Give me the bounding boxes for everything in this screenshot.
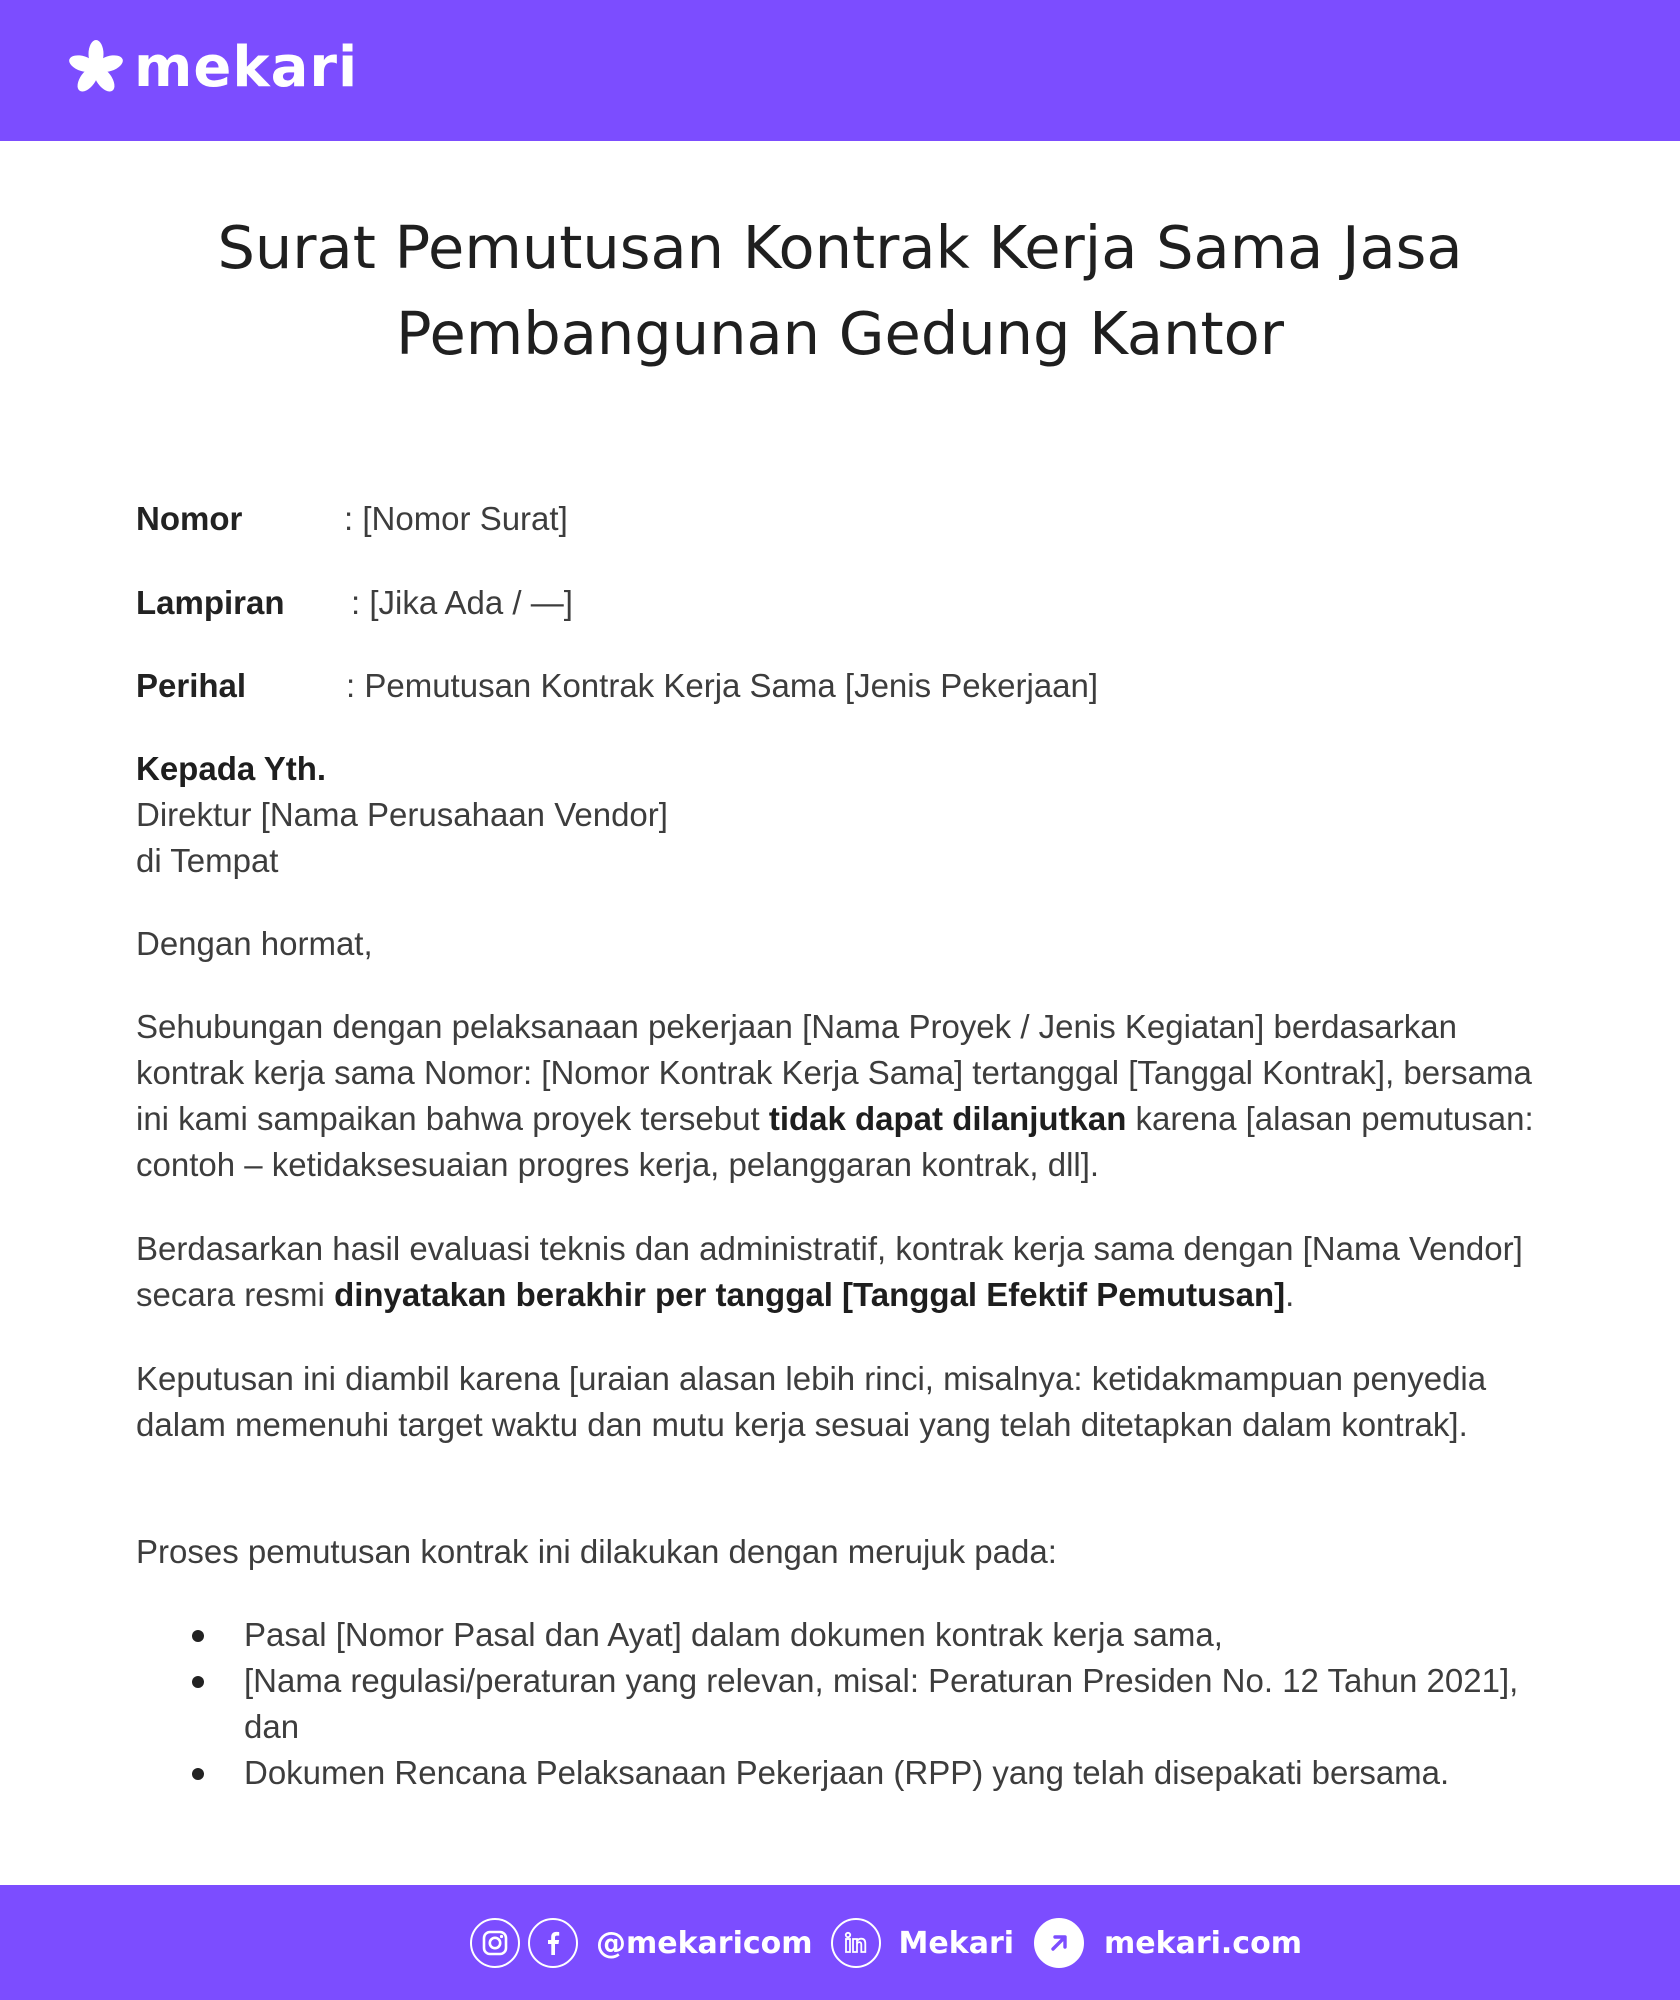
footer-bar: [0, 1885, 1680, 2000]
meta-value: : [Jika Ada / —]: [351, 584, 573, 621]
list-item-text: Dokumen Rencana Pelaksanaan Pekerjaan (RPP) yang telah disepakati bersama.: [244, 1754, 1450, 1791]
paragraph-2: [136, 1226, 1556, 1318]
list-item: [136, 1658, 1556, 1750]
paragraph-1-text-end: karena [alasan pemutusan: contoh – ketidaksesuaian progres kerja, pelanggaran kontrak, dll].: [136, 1100, 1534, 1183]
instagram-icon[interactable]: [470, 1918, 520, 1968]
recipient-line-2: di Tempat: [136, 842, 279, 879]
meta-label: Lampiran: [136, 584, 285, 621]
paragraph-2-text-end: .: [1285, 1276, 1295, 1313]
list-item-text: [Nama regulasi/peraturan yang relevan, misal: Peraturan Presiden No. 12 Tahun 2021], dan: [244, 1662, 1519, 1745]
social-handle[interactable]: @mekaricom: [596, 1925, 813, 1961]
paragraph-2-bold: dinyatakan berakhir per tanggal [Tanggal Efektif Pemutusan]: [334, 1276, 1286, 1313]
reference-list: [136, 1612, 1556, 1796]
meta-value: : [Nomor Surat]: [344, 500, 568, 537]
recipient-block: [136, 746, 1556, 884]
brand-name: mekari: [134, 35, 359, 100]
meta-value: : Pemutusan Kontrak Kerja Sama [Jenis Pekerjaan]: [346, 667, 1099, 704]
meta-label: Perihal: [136, 667, 247, 704]
bullet-dot: [192, 1630, 204, 1642]
document-title: [140, 205, 1540, 377]
title-line-1: Surat Pemutusan Kontrak Kerja Sama Jasa: [217, 213, 1463, 282]
facebook-icon[interactable]: [528, 1918, 578, 1968]
linkedin-icon[interactable]: [831, 1918, 881, 1968]
meta-label: Nomor: [136, 500, 243, 537]
list-item: [136, 1750, 1556, 1796]
paragraph-4: Proses pemutusan kontrak ini dilakukan dengan merujuk pada:: [136, 1533, 1057, 1570]
paragraph-3: Keputusan ini diambil karena [uraian alasan lebih rinci, misalnya: ketidakmampuan penyedia dalam memenuhi target waktu dan mutu kerja sesuai yang telah ditetapkan dalam kontrak].: [136, 1360, 1487, 1443]
website-link[interactable]: mekari.com: [1104, 1925, 1302, 1961]
recipient-greeting: Kepada Yth.: [136, 750, 327, 787]
header-bar: [0, 0, 1680, 141]
paragraph-1-text: Sehubungan dengan pelaksanaan pekerjaan [Nama Proyek / Jenis Kegiatan] berdasarkan kontrak kerja sama Nomor: [Nomor Kontrak Kerja Sama] tertanggal [Tanggal Kontrak], bersama ini kami sampaikan bahwa proyek tersebut: [136, 1008, 1532, 1137]
recipient-line-1: Direktur [Nama Perusahaan Vendor]: [136, 796, 668, 833]
brand-logo[interactable]: [68, 35, 359, 100]
title-line-2: Pembangunan Gedung Kantor: [396, 299, 1284, 368]
paragraph-2-text: Berdasarkan hasil evaluasi teknis dan administratif, kontrak kerja sama dengan [Nama Vendor] secara resmi: [136, 1230, 1523, 1313]
social-links: [470, 1916, 1302, 1970]
asterisk-logo-icon: [68, 40, 124, 96]
bullet-dot: [192, 1768, 204, 1780]
list-item: [136, 1612, 1556, 1658]
list-item-text: Pasal [Nomor Pasal dan Ayat] dalam dokumen kontrak kerja sama,: [244, 1616, 1223, 1653]
salutation: Dengan hormat,: [136, 925, 373, 962]
bullet-dot: [192, 1676, 204, 1688]
paragraph-1-bold: tidak dapat dilanjutkan: [768, 1100, 1127, 1137]
external-link-icon[interactable]: [1034, 1918, 1084, 1968]
linkedin-name[interactable]: Mekari: [898, 1925, 1015, 1961]
paragraph-1: [136, 1004, 1556, 1188]
